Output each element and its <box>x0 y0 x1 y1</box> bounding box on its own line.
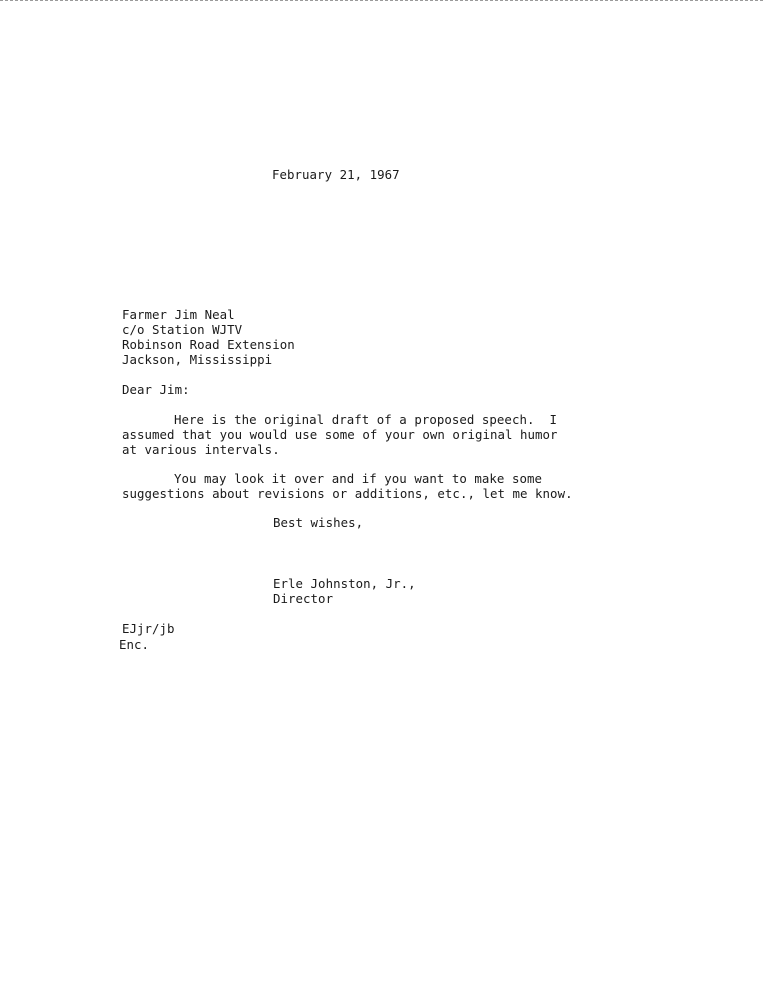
paragraph-1-line-2: assumed that you would use some of your own original humor <box>122 427 558 442</box>
recipient-street: Robinson Road Extension <box>122 337 295 352</box>
recipient-name: Farmer Jim Neal <box>122 307 235 322</box>
salutation: Dear Jim: <box>122 382 190 397</box>
recipient-care-of: c/o Station WJTV <box>122 322 243 337</box>
paragraph-2-line-1: You may look it over and if you want to make some <box>174 471 542 486</box>
paragraph-1-line-1: Here is the original draft of a proposed speech. I <box>174 412 557 427</box>
signature-name: Erle Johnston, Jr., <box>273 576 416 591</box>
enclosure-notation: Enc. <box>119 637 150 652</box>
closing: Best wishes, <box>273 515 364 530</box>
signature-title: Director <box>273 591 334 606</box>
reference-initials: EJjr/jb <box>122 621 175 636</box>
paragraph-2-line-2: suggestions about revisions or additions, etc., let me know. <box>122 486 573 501</box>
letter-date: February 21, 1967 <box>272 167 400 182</box>
paragraph-1-line-3: at various intervals. <box>122 442 280 457</box>
recipient-city: Jackson, Mississippi <box>122 352 273 367</box>
